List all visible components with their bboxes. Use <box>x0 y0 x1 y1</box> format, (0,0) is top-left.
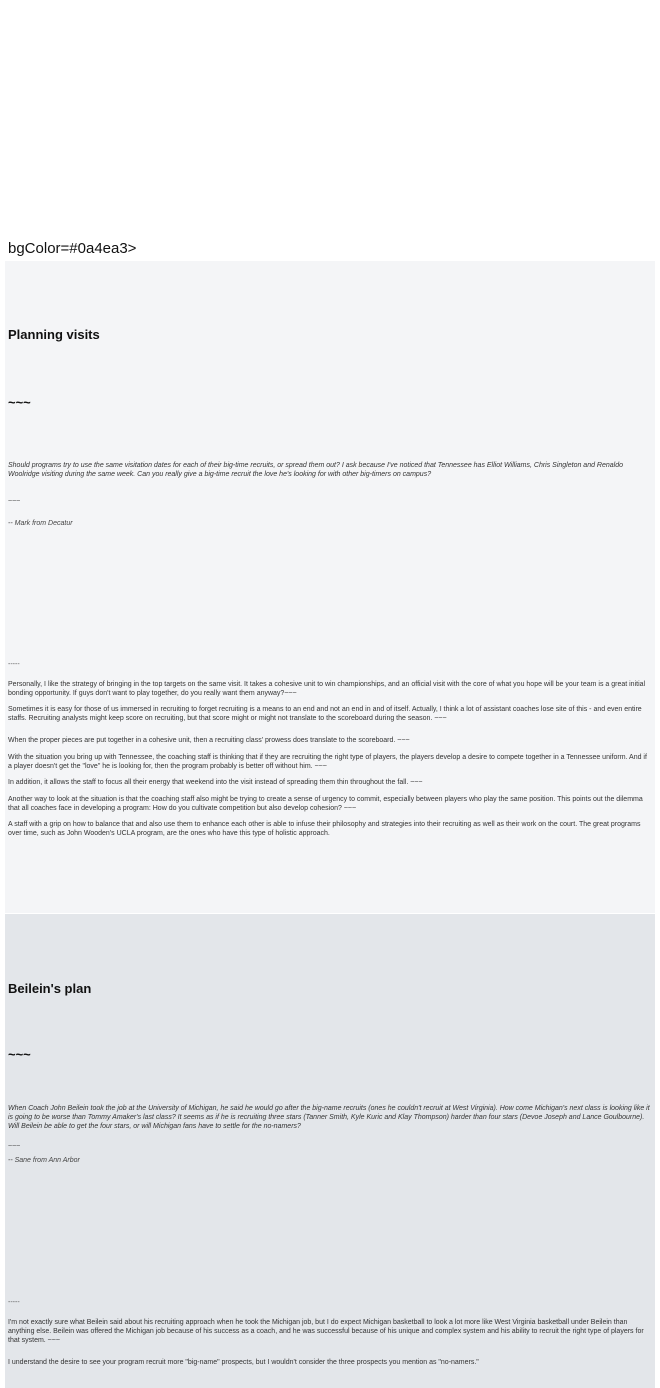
reader-question: When Coach John Beilein took the job at the University of Michigan, he said he would go after the big-name recruits (ones he couldn't recruit at West Virginia). How come Michigan's next class is looking like it is going to be worse than Tommy Amaker's last class? It seems as if he is recruiting three stars (Tanner Smith, Kyle Kuric and Klay Thompson) harder than four stars (Devoe Joseph and Lance Goulbourne). Will Beilein be able to get the four stars, or will Michigan fans have to settle for the no-namers? <box>8 1105 650 1130</box>
section-title: Planning visits <box>8 327 100 342</box>
tilde-small: ~~~ <box>8 498 21 505</box>
answer-paragraph: Another way to look at the situation is that the coaching staff also might be trying to create a sense of urgency to commit, especially between players who play the same position. This points out the dilemma that all coaches face in developing a program: How do you cultivate competition but also develop cohesion? ~~~ <box>8 796 643 812</box>
section-planning-visits <box>5 261 655 913</box>
reader-question: Should programs try to use the same visitation dates for each of their big-time recruits, or spread them out? I ask because I've noticed that Tennessee has Elliot Williams, Chris Singleton and Renaldo Woolridge visiting during the same week. Can you really give a big-time recruit the love he's looking for with other big-timers on campus? <box>8 462 623 478</box>
answer-paragraph: Personally, I like the strategy of bringing in the top targets on the same visit. It takes a cohesive unit to win championships, and an official visit with the core of what you hope will be your team is a great initial bonding opportunity. If guys don't want to play together, do you really want them anyway?~~~ <box>8 681 646 697</box>
answer-paragraph: A staff with a grip on how to balance that and also use them to enhance each other is able to infuse their philosophy and strategies into their recruiting as well as their work on the court. The great programs over time, such as John Wooden's UCLA program, are the ones who have this type of holistic approach. <box>8 821 641 837</box>
answer-paragraph: I'm not exactly sure what Beilein said about his recruiting approach when he took the Michigan job, but I do expect Michigan basketball to look a lot more like West Virginia basketball under Beilein than anything else. Beilein was offered the Michigan job because of his success as a coach, and he was successful because of his unique and complex system and his ability to recruit the right type of players for that system. ~~~ <box>8 1319 644 1344</box>
tilde-separator: ~~~ <box>8 395 31 410</box>
dash-separator: ----- <box>8 1299 20 1306</box>
answer-paragraph: When the proper pieces are put together in a cohesive unit, then a recruiting class' prowess does translate to the scoreboard. ~~~ <box>8 737 410 744</box>
answer-paragraph: I understand the desire to see your program recruit more "big-name" prospects, but I wouldn't consider the three prospects you mention as "no-namers." <box>8 1359 479 1366</box>
dash-separator: ----- <box>8 661 20 668</box>
tilde-small: ~~~ <box>8 1143 21 1150</box>
answer-paragraph: In addition, it allows the staff to focus all their energy that weekend into the visit instead of spreading them thin throughout the fall. ~~~ <box>8 779 423 786</box>
reader-signature: -- Mark from Decatur <box>8 520 73 527</box>
answer-paragraph: Sometimes it is easy for those of us immersed in recruiting to forget recruiting is a means to an end and not an end in and of itself. Actually, I think a lot of assistant coaches lose site of this - and even entire staffs. Recruiting analysts might keep score on recruiting, but that score might or might not translate to the scoreboard during the season. ~~~ <box>8 706 642 722</box>
tilde-separator: ~~~ <box>8 1047 31 1062</box>
reader-signature: -- Sane from Ann Arbor <box>8 1157 80 1164</box>
answer-paragraph: With the situation you bring up with Tennessee, the coaching staff is thinking that if they are recruiting the right type of players, the players develop a desire to compete together in a Tennessee uniform. And if a player doesn't get the "love" he is looking for, then the program probably is better off without him. ~~~ <box>8 754 647 770</box>
section-beileins-plan <box>5 914 655 1388</box>
stray-markup-text: bgColor=#0a4ea3> <box>8 240 137 257</box>
section-title: Beilein's plan <box>8 981 92 996</box>
